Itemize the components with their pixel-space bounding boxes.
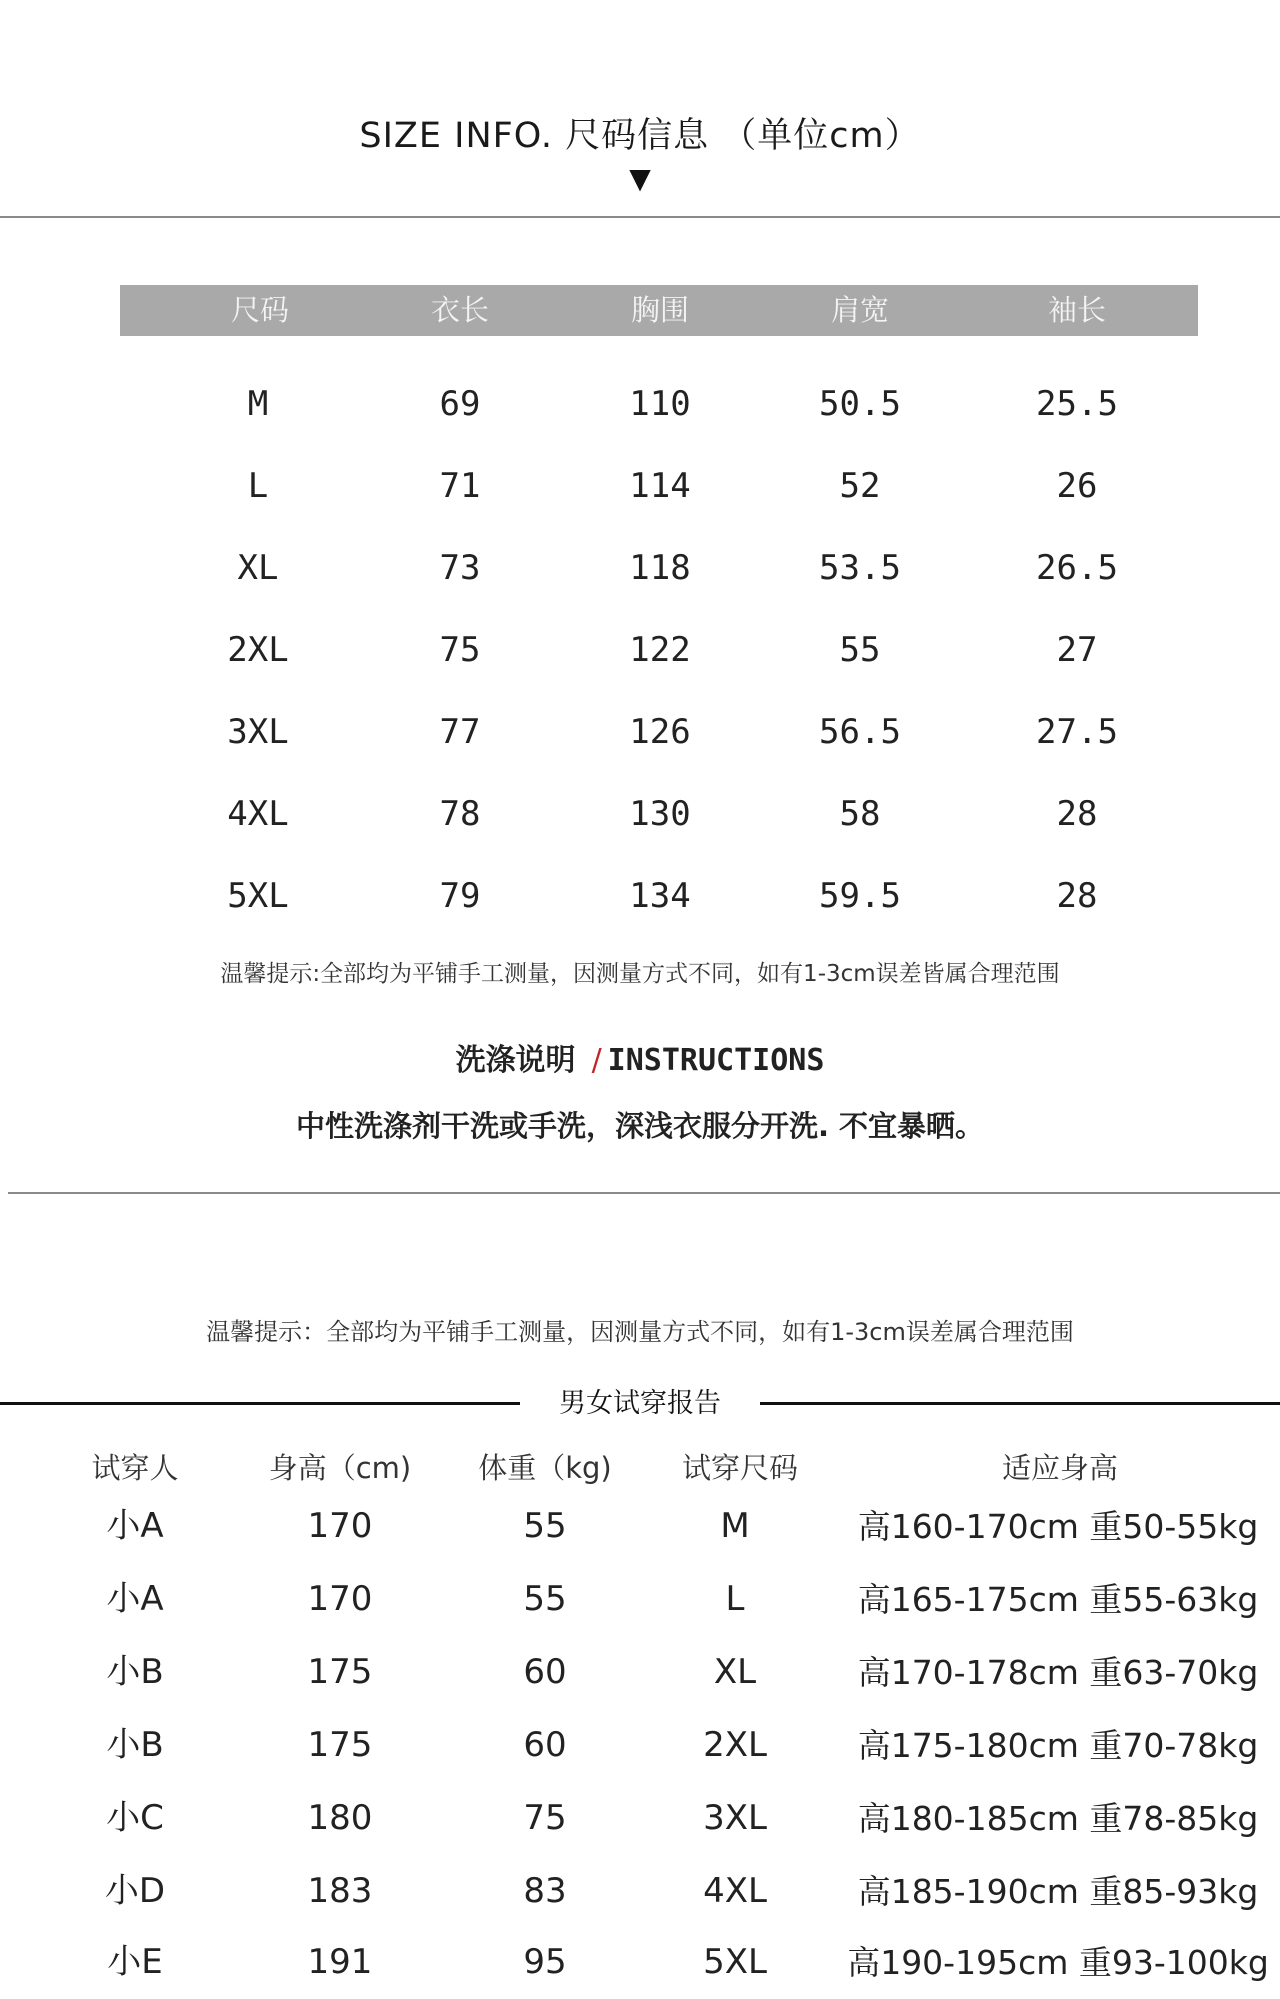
- fit-height: 180: [307, 1798, 373, 1838]
- fit-row: [0, 1563, 1280, 1636]
- cell-length: 75: [439, 630, 481, 670]
- cell-sleeve: 25.5: [1036, 384, 1118, 424]
- fit-size: 4XL: [703, 1871, 767, 1911]
- size-row: [0, 620, 1280, 680]
- size-table-header: [120, 285, 1198, 336]
- cell-size: 5XL: [227, 876, 289, 916]
- fit-header-range: 适应身高: [1001, 1451, 1119, 1485]
- cell-chest: 126: [629, 712, 691, 752]
- divider-middle: [8, 1192, 1280, 1194]
- fit-range: 高180-185cm 重78-85kg: [857, 1799, 1259, 1838]
- fit-size: 5XL: [703, 1942, 767, 1982]
- cell-chest: 134: [629, 876, 691, 916]
- cell-shoulder: 58: [839, 794, 881, 834]
- cell-length: 78: [439, 794, 481, 834]
- fit-person: 小A: [106, 1579, 164, 1619]
- fit-range: 高170-178cm 重63-70kg: [857, 1653, 1259, 1692]
- cell-size: L: [247, 466, 269, 506]
- cell-chest: 122: [629, 630, 691, 670]
- fit-weight: 55: [523, 1506, 567, 1546]
- fit-height: 183: [307, 1871, 373, 1911]
- fit-header-person: 试穿人: [91, 1451, 179, 1485]
- fit-height: 191: [307, 1942, 373, 1982]
- fit-range: 高175-180cm 重70-78kg: [857, 1726, 1259, 1765]
- cell-shoulder: 53.5: [819, 548, 901, 588]
- header-size: 尺码: [230, 293, 289, 327]
- fit-size: 2XL: [703, 1725, 767, 1765]
- down-arrow-icon: ▼: [629, 162, 651, 195]
- size-info-title: SIZE INFO. 尺码信息 （单位cm）: [359, 116, 921, 156]
- fit-height: 175: [307, 1652, 373, 1692]
- wash-instructions: 中性洗涤剂干洗或手洗，深浅衣服分开洗. 不宜暴晒。: [295, 1109, 985, 1143]
- cell-sleeve: 28: [1056, 794, 1098, 834]
- cell-sleeve: 27: [1056, 630, 1098, 670]
- cell-length: 71: [439, 466, 481, 506]
- cell-sleeve: 26.5: [1036, 548, 1118, 588]
- fit-weight: 60: [523, 1725, 567, 1765]
- fit-report-title: 男女试穿报告: [520, 1382, 760, 1426]
- cell-size: M: [247, 384, 269, 424]
- wash-title-cn: 洗涤说明: [455, 1043, 576, 1078]
- cell-shoulder: 55: [839, 630, 881, 670]
- header-shoulder: 肩宽: [830, 293, 889, 327]
- fit-range: 高190-195cm 重93-100kg: [847, 1943, 1269, 1982]
- fit-row: [0, 1782, 1280, 1855]
- fit-size: L: [725, 1579, 745, 1619]
- header-chest: 胸围: [630, 293, 689, 327]
- fit-row: [0, 1855, 1280, 1928]
- fit-person: 小A: [106, 1506, 164, 1546]
- size-row: [0, 538, 1280, 598]
- fit-weight: 83: [523, 1871, 567, 1911]
- size-row: [0, 374, 1280, 434]
- wash-title: [0, 1035, 1280, 1079]
- fit-person: 小B: [106, 1652, 164, 1692]
- cell-shoulder: 56.5: [819, 712, 901, 752]
- fit-person: 小B: [106, 1725, 164, 1765]
- wash-title-en: INSTRUCTIONS: [607, 1043, 825, 1078]
- wash-title-slash: /: [591, 1043, 602, 1078]
- cell-sleeve: 28: [1056, 876, 1098, 916]
- cell-size: 2XL: [227, 630, 289, 670]
- fit-weight: 95: [523, 1942, 567, 1982]
- cell-size: 3XL: [227, 712, 289, 752]
- fit-header-height: 身高（cm): [268, 1451, 412, 1485]
- cell-shoulder: 52: [839, 466, 881, 506]
- cell-shoulder: 59.5: [819, 876, 901, 916]
- fit-person: 小C: [106, 1798, 164, 1838]
- fit-height: 170: [307, 1506, 373, 1546]
- header-length: 衣长: [430, 293, 489, 327]
- fit-height: 175: [307, 1725, 373, 1765]
- divider-top: [0, 216, 1280, 218]
- cell-chest: 130: [629, 794, 691, 834]
- size-measure-note: 温馨提示:全部均为平铺手工测量，因测量方式不同，如有1-3cm误差皆属合理范围: [220, 961, 1060, 987]
- cell-shoulder: 50.5: [819, 384, 901, 424]
- cell-length: 77: [439, 712, 481, 752]
- size-row: [0, 784, 1280, 844]
- cell-length: 69: [439, 384, 481, 424]
- fit-weight: 75: [523, 1798, 567, 1838]
- fit-range: 高165-175cm 重55-63kg: [857, 1580, 1259, 1619]
- fit-header-size: 试穿尺码: [681, 1451, 799, 1485]
- fit-person: 小D: [104, 1871, 166, 1911]
- fit-row: [0, 1926, 1280, 1999]
- fit-weight: 60: [523, 1652, 567, 1692]
- fit-height: 170: [307, 1579, 373, 1619]
- cell-length: 73: [439, 548, 481, 588]
- size-row: [0, 456, 1280, 516]
- fit-row: [0, 1636, 1280, 1709]
- cell-size: 4XL: [227, 794, 289, 834]
- fit-size: XL: [713, 1652, 757, 1692]
- cell-chest: 114: [629, 466, 691, 506]
- fit-range: 高160-170cm 重50-55kg: [857, 1507, 1259, 1546]
- fit-person: 小E: [107, 1942, 163, 1982]
- cell-sleeve: 26: [1056, 466, 1098, 506]
- size-row: [0, 702, 1280, 762]
- cell-chest: 118: [629, 548, 691, 588]
- header-sleeve: 袖长: [1047, 293, 1106, 327]
- cell-sleeve: 27.5: [1036, 712, 1118, 752]
- fit-size: M: [720, 1506, 750, 1546]
- cell-size: XL: [237, 548, 279, 588]
- cell-length: 79: [439, 876, 481, 916]
- size-row: [0, 866, 1280, 926]
- fit-header-weight: 体重（kg): [478, 1451, 612, 1485]
- fit-range: 高185-190cm 重85-93kg: [857, 1872, 1259, 1911]
- fit-measure-note: 温馨提示：全部均为平铺手工测量，因测量方式不同，如有1-3cm误差属合理范围: [206, 1318, 1074, 1346]
- fit-row: [0, 1490, 1280, 1563]
- fit-size: 3XL: [703, 1798, 767, 1838]
- fit-row: [0, 1709, 1280, 1782]
- fit-weight: 55: [523, 1579, 567, 1619]
- cell-chest: 110: [629, 384, 691, 424]
